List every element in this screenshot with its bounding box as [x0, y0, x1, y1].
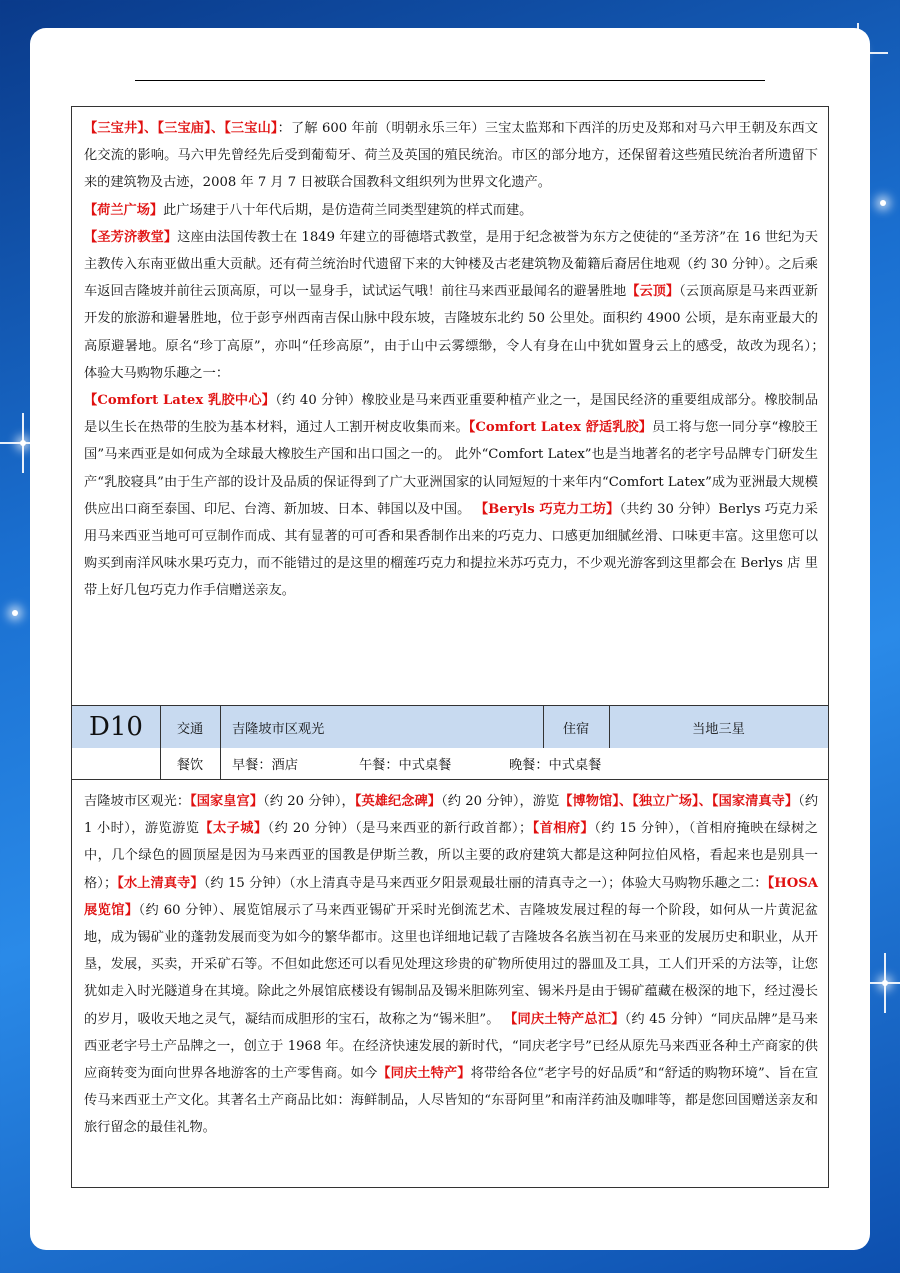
divider — [220, 706, 221, 748]
lodging-label-cell — [543, 706, 609, 748]
meals-row — [72, 748, 828, 780]
paragraph-text: （云顶高原是马来西亚新开发的旅游和避暑胜地，位于彭亨州西南吉保山脉中段东坡，吉隆坡东北约 50 公里处。面积约 4900 公顷，是东南亚最大的高原避暑地。原名“珍丁高原”，亦叫“任珍高原”，由于山中云雾缥缈，令人有身在山中犹如置身云上的感受，故改为现名）； 体验大马购物乐趣之一： — [84, 284, 832, 381]
transport-value: 吉隆坡市区观光 — [232, 721, 325, 737]
paragraph-latex — [72, 387, 828, 605]
attraction-hosa-gallery: 【HOSA 展览馆】 — [84, 875, 818, 918]
attraction-pm-office: 【首相府】 — [532, 821, 595, 837]
day-header-row — [72, 705, 828, 749]
paragraph-st-francis — [72, 224, 832, 387]
attraction-beryls: 【Beryls 巧克力工坊】 — [474, 501, 620, 517]
attraction-genting: 【云顶】 — [626, 284, 680, 300]
dinner: 晚餐：中式桌餐 — [509, 758, 602, 773]
paragraph-text: （约 1 小时），游览游览 — [84, 794, 819, 837]
sparkle-decoration — [882, 980, 888, 986]
day10-description — [72, 788, 828, 1142]
attraction-museum-square-mosque: 【博物馆】、【独立广场】、【国家清真寺】 — [559, 794, 799, 809]
attraction-tongqing-center: 【同庆土特产总汇】 — [504, 1011, 625, 1027]
attraction-dutch-square: 【荷兰广场】 — [84, 202, 164, 218]
attraction-st-francis: 【圣芳济教堂】 — [84, 229, 178, 245]
lodging-label: 住宿 — [562, 721, 590, 737]
paragraph-dutch-square — [72, 197, 828, 224]
paragraph-text: 这座由法国传教士在 1849 年建立的哥德塔式教堂，是用于纪念被誉为东方之使徒的“圣芳济”在 16 世纪为天主教传入东南亚做出重大贡献。还有荷兰统治时代遗留下来的大钟楼及古老建筑物及葡籍后裔居住地观（约 30 分钟）。之后乘车返回吉隆坡并前往云顶高原，可以一显身手，试试运气哦！前往马来西亚最闻名的避暑胜地 — [84, 229, 818, 300]
lunch: 午餐：中式桌餐 — [359, 758, 452, 773]
sparkle-decoration — [880, 200, 886, 206]
attraction-national-palace: 【国家皇宫】 — [190, 794, 264, 809]
paragraph-kl-tour — [72, 788, 828, 1142]
transport-value-cell — [232, 706, 532, 748]
paragraph-text: （约 20 分钟）， — [263, 794, 355, 809]
day9-description — [72, 115, 832, 605]
sparkle-decoration — [20, 440, 26, 446]
meals-label-cell — [160, 748, 220, 779]
paragraph-text: （约 15 分钟），（首相府掩映在绿树之中，几个绿色的圆顶屋是因为马来西亚的国教是伊斯兰教，所以主要的政府建筑大都是这种阿拉伯风格，看起来也是别具一格）； — [84, 821, 818, 891]
paragraph-text: （约 15 分钟）（水上清真寺是马来西亚夕阳景观最壮丽的清真寺之一）；体验大马购物乐趣之二： — [203, 875, 768, 891]
transport-label-cell — [160, 706, 220, 748]
day-label-cell — [72, 706, 160, 748]
lodging-value: 当地三星 — [692, 721, 745, 737]
paragraph-sanbao — [72, 115, 828, 197]
paragraph-text: 此广场建于八十年代后期，是仿造荷兰同类型建筑的样式而建。 — [163, 202, 533, 218]
attraction-floating-mosque: 【水上清真寺】 — [117, 875, 204, 891]
attraction-sanbao: 【三宝井】、【三宝庙】、【三宝山】 — [84, 121, 278, 136]
paragraph-text: 吉隆坡市区观光： — [84, 794, 191, 809]
breakfast: 早餐：酒店 — [232, 758, 298, 773]
paragraph-text: 员工将与您一同分享“橡胶王国”马来西亚是如何成为全球最大橡胶生产国和出口国之一的。 此外“Comfort Latex”也是当地著名的老字号品牌专门研发生产“乳胶寝具”由于生产部的设计及品质的保证得到了广大亚洲国家的认同短短的十来年内“Comfort Latex”成为亚洲最大规模供应出口商至泰国、印尼、台湾、新加坡、日本、韩国以及中国。 — [84, 420, 818, 517]
attraction-tongqing-shop: 【同庆土特产】 — [377, 1066, 471, 1082]
lodging-value-cell — [609, 706, 828, 748]
paragraph-text: （约 20 分钟），游览 — [441, 794, 560, 809]
paragraph-text: （共约 30 分钟）Berlys 巧克力采用马来西亚当地可可豆制作而成、其有显著的可可香和果香制作出来的巧克力、口感更加细腻丝滑、口味更丰富。这里您可以购买到南洋风味水果巧克力，而不能错过的是这里的榴莲巧克力和提拉米苏巧克力，不少观光游客到这里都会在 Berlys 店 里带上好几包巧克力作手信赠送亲友。 — [84, 501, 818, 599]
header-rule — [135, 80, 765, 81]
itinerary-table — [71, 106, 832, 1188]
paragraph-text: ：了解 600 年前（明朝永乐三年）三宝太监郑和下西洋的历史及郑和对马六甲王朝及东西文化交流的影响。马六甲先曾经先后受到葡萄牙、荷兰及英国的殖民统治。市区的部分地方，还保留着这些殖民统治者所遗留下来的建筑物及古迹，2008 年 7 月 7 日被联合国教科文组织列为世界文化遗产。 — [84, 121, 818, 191]
meals-label: 餐饮 — [176, 758, 204, 773]
meals-value-cell — [232, 748, 828, 779]
page-sheet — [30, 28, 870, 1250]
paragraph-text: （约 20 分钟）（是马来西亚的新行政首都）； — [267, 821, 533, 837]
paragraph-text: 将带给各位“老字号的好品质”和“舒适的购物环境”、旨在宣传马来西亚土产文化。其著名土产商品比如：海鲜制品，人尽皆知的“东哥阿里”和南洋药油及咖啡等，都是您回国赠送亲友和旅行留念的最佳礼物。 — [84, 1066, 819, 1136]
paragraph-text: （约 45 分钟）“同庆品牌”是马来西亚老字号土产品牌之一，创立于 1968 年。在经济快速发展的新时代，“同庆老字号”已经从原先马来西亚各种土产商家的供应商转变为面向世界各地游客的土产零售商。如今 — [84, 1011, 818, 1082]
divider — [220, 748, 221, 779]
sparkle-decoration — [12, 610, 18, 616]
attraction-latex-shop: 【Comfort Latex 舒适乳胶】 — [468, 420, 653, 436]
day-label: D10 — [89, 712, 143, 742]
paragraph-text: （约 60 分钟）、展览馆展示了马来西亚锡矿开采时光倒流艺术、吉隆坡发展过程的每一个阶段，如何从一片黄泥盆地，成为锡矿业的蓬勃发展而变为如今的繁华都市。这里也详细地记载了吉隆坡各名族当初在马来亚的发展历史和职业，从开垦，发展，买卖，开采矿石等。不但如此您还可以看见处理这珍贵的矿物所使用过的器皿及工具，工人们开采的方法等，让您犹如走入时光隧道身在其境。除此之外展馆底楼设有锡制品及锡米胆陈列室、锡米丹是由于锡矿蕴藏在极深的地下，经过漫长的岁月，吸收天地之灵气，凝结而成胆形的宝石，故称之为“锡米胆”。 — [84, 902, 818, 1027]
transport-label: 交通 — [176, 721, 204, 737]
attraction-national-monument: 【英雄纪念碑】 — [354, 794, 442, 809]
attraction-latex-center: 【Comfort Latex 乳胶中心】 — [84, 393, 276, 409]
paragraph-text: （约 40 分钟）橡胶业是马来西亚重要种植产业之一，是国民经济的重要组成部分。橡胶制品是以生长在热带的生胶为基本材料，通过人工割开树皮收集而来。 — [84, 393, 819, 436]
attraction-putrajaya: 【太子城】 — [199, 821, 268, 837]
